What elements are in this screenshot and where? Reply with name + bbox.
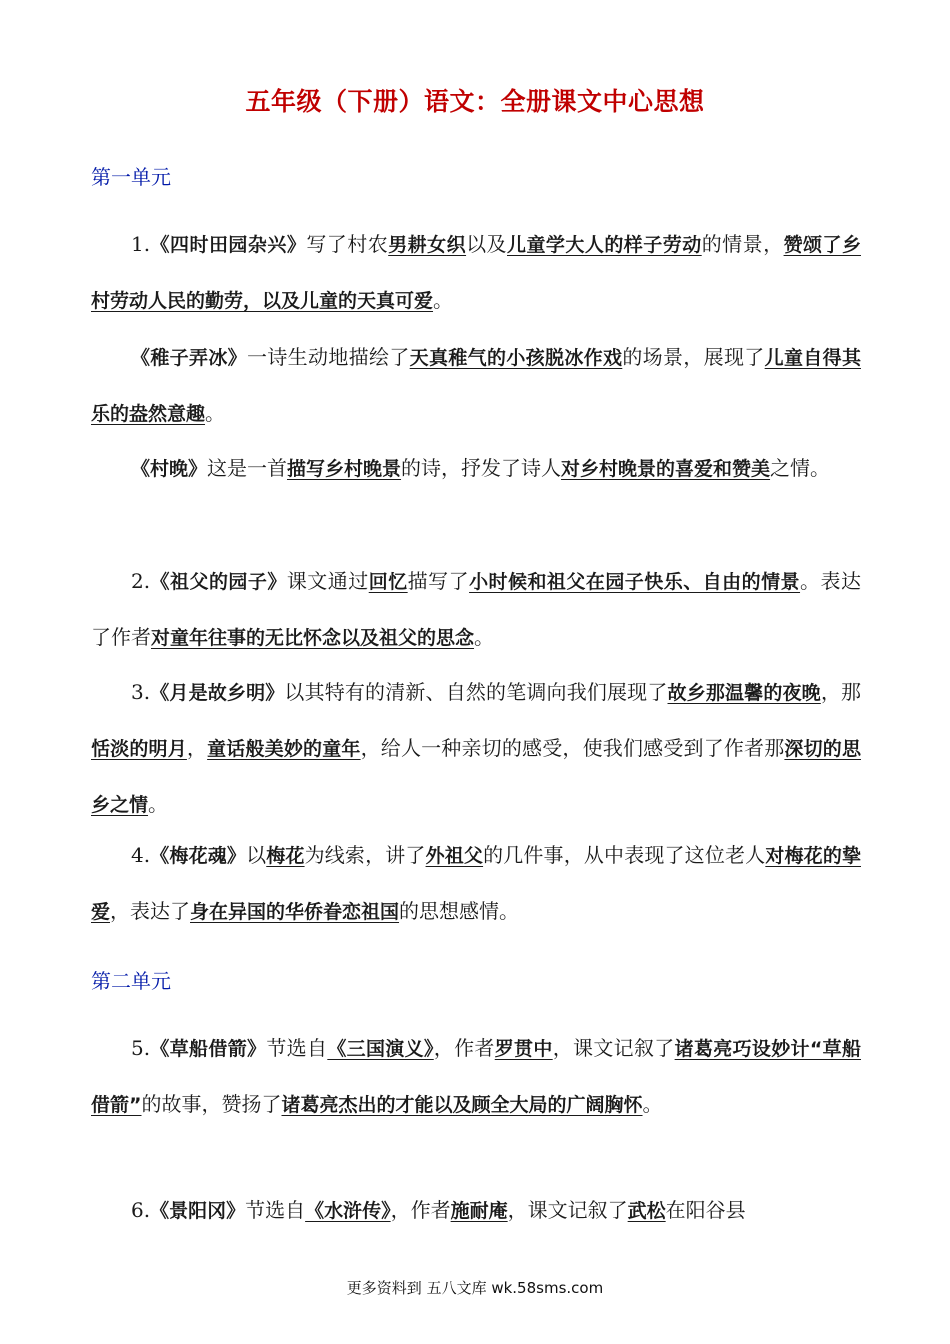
text-run: 以 [246,843,267,867]
text-run: 以其特有的清新、自然的笔调向我们展现了 [284,680,668,704]
paragraph-5 [91,665,861,833]
text-run: 5. [131,1036,151,1060]
key-phrase: 小时候和祖父在园子快乐、自由的情景 [469,571,801,593]
text-run: 为线索，讲了 [304,843,426,867]
text-run: 4. [131,843,151,867]
key-phrase: 童话般美妙的童年 [207,738,361,760]
text-run: 。 [474,625,495,649]
text-run: 以及 [466,232,507,256]
text-run: 的几件事，从中表现了这位老人 [483,843,766,867]
text-run: 的场景，展现了 [622,345,765,369]
text-run: 2. [131,569,151,593]
key-phrase: 描写乡村晚景 [287,458,402,480]
key-phrase: 罗贯中 [494,1038,553,1060]
text-run: ，那 [820,680,861,704]
text-run: 。表达了作者 [91,569,861,649]
lesson-title: 《月是故乡明》 [150,682,285,704]
key-phrase: 深切的思乡之情 [91,738,861,816]
text-run: 6. [131,1198,151,1222]
key-phrase: 儿童自得其乐的盎然意趣 [91,347,861,425]
key-phrase: 《三国演义》 [327,1038,434,1060]
text-run: ， [186,736,208,760]
text-run: ，作者 [390,1198,451,1222]
key-phrase: 儿童学大人的样子劳动 [507,234,702,256]
text-run: 这是一首 [207,456,288,480]
text-run: 。 [642,1092,663,1116]
page-title: 五年级（下册）语文：全册课文中心思想 [245,87,705,116]
paragraph-8 [91,1183,861,1239]
key-phrase: 武松 [627,1200,666,1222]
key-phrase: 身在异国的华侨眷恋祖国 [190,901,400,923]
text-run: 在阳谷县 [665,1198,746,1222]
lesson-title: 《草船借箭》 [150,1038,267,1060]
paragraph-7 [91,1021,861,1133]
paragraph-3 [91,441,861,497]
footer-text: 更多资料到 五八文库 wk.58sms.com [346,1279,604,1297]
unit-heading-2: 第二单元 [91,969,171,993]
unit-heading-1: 第一单元 [91,165,171,189]
text-run: 一诗生动地描绘了 [247,345,410,369]
key-phrase: 男耕女织 [388,234,467,256]
lesson-title: 《稚子弄冰》 [131,347,247,369]
text-run: 。 [148,792,169,816]
key-phrase: 诸葛亮杰出的才能以及顾全大局的广阔胸怀 [281,1094,643,1116]
key-phrase: 诸葛亮巧设妙计“草船借箭” [91,1038,861,1116]
text-run: ，作者 [433,1036,495,1060]
text-run: 3. [131,680,151,704]
key-phrase: 《水浒传》 [305,1200,391,1222]
key-phrase: 梅花 [266,845,305,867]
text-run: 1. [131,232,151,256]
text-run: 节选自 [245,1198,306,1222]
lesson-title: 《四时田园杂兴》 [150,234,307,256]
paragraph-1 [91,217,861,329]
key-phrase: 故乡那温馨的夜晚 [667,682,821,704]
key-phrase: 天真稚气的小孩脱冰作戏 [409,347,623,369]
text-run: 课文通过 [286,569,369,593]
text-run: 之情。 [770,456,831,480]
key-phrase: 赞颂了乡村劳动人民的勤劳，以及儿童的天真可爱 [91,234,861,312]
text-run: 。 [205,401,226,425]
text-run: ，给人一种亲切的感受，使我们感受到了作者那 [360,736,785,760]
key-phrase: 施耐庵 [450,1200,508,1222]
paragraph-4 [91,554,861,666]
lesson-title: 《祖父的园子》 [150,571,287,593]
text-run: ，表达了 [110,899,191,923]
text-run: 。 [433,288,454,312]
key-phrase: 对童年往事的无比怀念以及祖父的思念 [151,627,475,649]
text-run: ，课文记叙了 [552,1036,675,1060]
text-run: 的情景， [701,232,784,256]
text-run: 的思想感情。 [399,899,520,923]
lesson-title: 《梅花魂》 [150,845,247,867]
lesson-title: 《景阳冈》 [150,1200,246,1222]
paragraph-2 [91,330,861,442]
key-phrase: 对乡村晚景的喜爱和赞美 [561,458,771,480]
key-phrase: 对梅花的挚爱 [91,845,861,923]
key-phrase: 恬淡的明月 [91,738,187,760]
key-phrase: 回忆 [368,571,408,593]
lesson-title: 《村晚》 [131,458,208,480]
paragraph-6 [91,828,861,940]
text-run: ，课文记叙了 [507,1198,628,1222]
text-run: 写了村农 [306,232,389,256]
text-run: 节选自 [266,1036,328,1060]
text-run: 的故事，赞扬了 [141,1092,282,1116]
text-run: 的诗，抒发了诗人 [401,456,562,480]
key-phrase: 外祖父 [425,845,484,867]
text-run: 描写了 [407,569,470,593]
